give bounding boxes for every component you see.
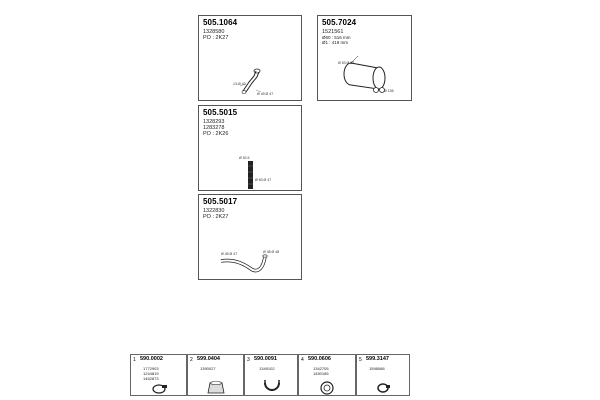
- muffler-drawing-icon: [318, 16, 413, 102]
- dimension-label: Ø 48 Ø 48: [263, 250, 280, 254]
- accessory-part-number: 599.3147: [366, 356, 389, 362]
- accessory-ref: 1342705: [313, 366, 329, 371]
- ref-line: 1283278: [203, 125, 225, 131]
- dimension-label: Ø 52.5: [239, 156, 250, 160]
- bent-pipe-drawing-icon: [199, 195, 303, 281]
- clamp-ring-icon: [131, 355, 188, 397]
- part-number: 505.7024: [322, 18, 357, 27]
- dimension-label: Ø 136: [384, 89, 394, 93]
- accessory-index: 2: [190, 357, 193, 363]
- accessory-part-number: 590.0606: [308, 356, 331, 362]
- ref-line: PO : 2K26: [203, 131, 229, 137]
- band-clamp-icon: [357, 355, 411, 397]
- sleeve-icon: [188, 355, 245, 397]
- ref-line: 1328580: [203, 29, 225, 35]
- dimension-label: 13-Ø 43: [233, 82, 246, 86]
- dimension-label: Ø 45 Ø 47: [221, 252, 238, 256]
- ref-line: PO : 2K27: [203, 35, 229, 41]
- part-card-505-1064[interactable]: [198, 15, 302, 101]
- accessory-ref: 1598068: [369, 366, 385, 371]
- part-number: 505.5017: [203, 197, 238, 206]
- accessory-item[interactable]: [244, 354, 298, 396]
- accessory-index: 4: [301, 357, 304, 363]
- accessory-index: 1: [133, 357, 136, 363]
- ref-line: PO : 2K27: [203, 214, 229, 220]
- flex-pipe-drawing-icon: [199, 106, 303, 192]
- ref-line: Ø60 : 516 mm: [322, 35, 351, 40]
- accessory-ref: 1390027: [200, 366, 216, 371]
- accessory-item[interactable]: [187, 354, 244, 396]
- accessory-index: 5: [359, 357, 362, 363]
- accessory-ref: 1244819: [143, 371, 159, 376]
- pipe-drawing-icon: [199, 16, 303, 102]
- part-number: 505.5015: [203, 108, 238, 117]
- gasket-icon: [299, 355, 357, 397]
- accessory-ref: 1349102: [259, 366, 275, 371]
- accessory-item[interactable]: [356, 354, 410, 396]
- accessory-part-number: 590.0091: [254, 356, 277, 362]
- u-clamp-icon: [245, 355, 299, 397]
- accessory-ref: 1772903: [143, 366, 159, 371]
- dimension-label: Ø 53 Ø 53: [338, 61, 355, 65]
- dimension-label: Ø 49 Ø 47: [257, 92, 274, 96]
- part-card-505-7024[interactable]: [317, 15, 412, 101]
- accessory-ref: 1450185: [313, 371, 329, 376]
- ref-line: 1521561: [322, 29, 344, 35]
- accessory-item[interactable]: [298, 354, 356, 396]
- accessory-item[interactable]: [130, 354, 187, 396]
- accessory-part-number: 599.0404: [197, 356, 220, 362]
- ref-line: 1322830: [203, 208, 225, 214]
- part-number: 505.1064: [203, 18, 238, 27]
- accessory-ref: 1452873: [143, 376, 159, 381]
- part-card-505-5017[interactable]: [198, 194, 302, 280]
- dimension-label: Ø 63 Ø 47: [255, 178, 272, 182]
- part-card-505-5015[interactable]: [198, 105, 302, 191]
- accessory-part-number: 590.0002: [140, 356, 163, 362]
- ref-line: 1328293: [203, 119, 225, 125]
- accessory-index: 3: [247, 357, 250, 363]
- ref-line: Ø1 : 419 mm: [322, 40, 349, 45]
